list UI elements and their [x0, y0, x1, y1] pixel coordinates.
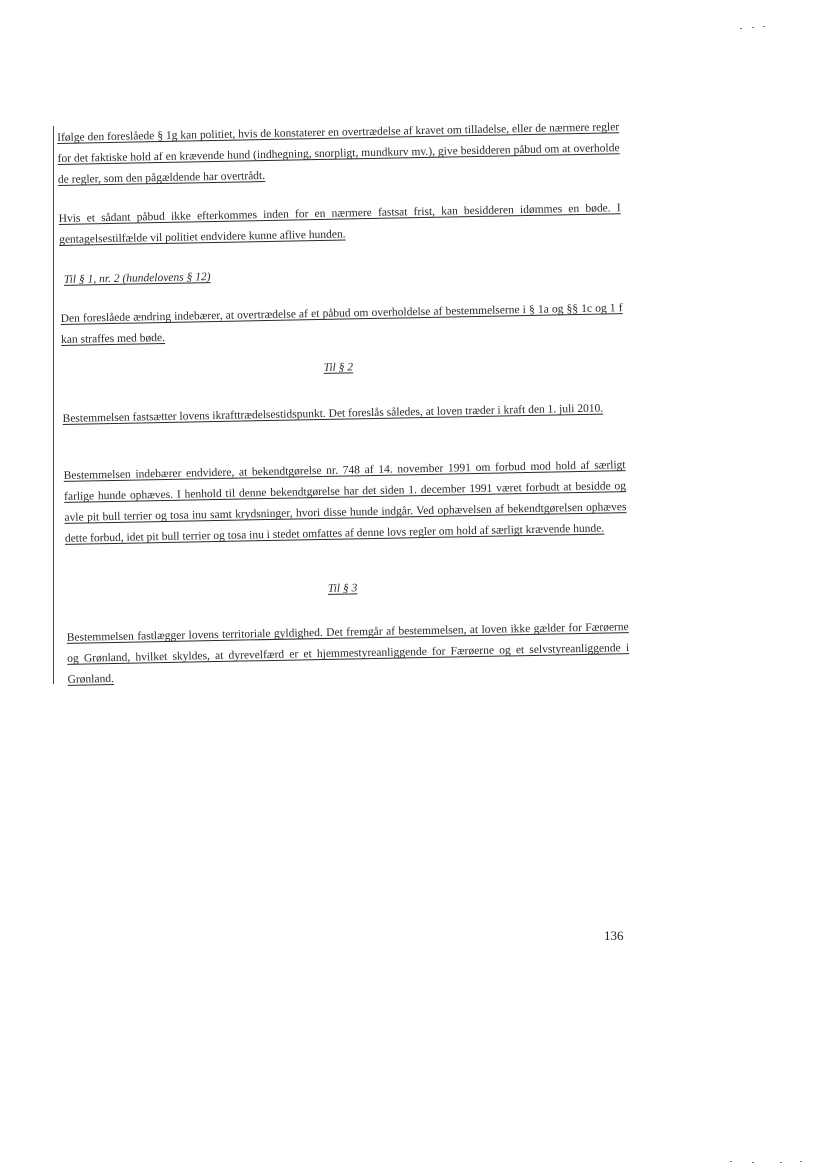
text-block	[57, 117, 630, 686]
scan-speck	[752, 1162, 754, 1163]
page-number: 136	[604, 928, 624, 943]
paragraph-amendment: Den foreslåede ændring indebærer, at overtrædelse af et påbud om overholdelse af bestemmelserne i § 1a og §§ 1c og 1 f kan straffes med bøde.	[60, 302, 623, 346]
paragraph-entry-into-force: Bestemmelsen fastsætter lovens ikrafttrædelsestidspunkt. Det foreslås således, at loven træder i kraft den 1. juli 2010.	[62, 402, 604, 425]
paragraph-fine: Hvis et sådant påbud ikke efterkommes inden for en nærmere fastsat frist, kan besidderen idømmes en bøde. I gentagelsestilfælde vil politiet endvidere kunne aflive hunden.	[58, 202, 621, 246]
scan-speck	[740, 28, 742, 29]
heading-til-1-nr-2: Til § 1, nr. 2 (hundelovens § 12)	[63, 271, 211, 286]
scan-speck	[800, 1161, 802, 1162]
scan-speck	[730, 1161, 732, 1162]
heading-til-2: Til § 2	[323, 361, 354, 374]
heading-til-3: Til § 3	[327, 582, 358, 595]
paragraph-territorial: Bestemmelsen fastlægger lovens territoriale gyldighed. Det fremgår af bestemmelsen, at loven ikke gælder for Færøerne og Grønland, hvilket skyldes, at dyrevelfærd er et hjemmestyreanliggende for Færøerne og et selvstyreanliggende i Grønland.	[66, 621, 630, 686]
scan-speck	[763, 26, 765, 27]
revision-margin-bar	[53, 126, 54, 684]
paragraph-repeal: Bestemmelsen indebærer endvidere, at bekendtgørelse nr. 748 af 14. november 1991 om forbud mod hold af særligt farlige hunde ophæves. I henhold til denne bekendtgørelse har det siden 1. december 1991 været forbudt at besidde og avle pit bull terrier og tosa inu samt krydsninger, hvori disse hunde indgår. Ved ophævelsen af bekendtgørelsen ophæves dette forbud, idet pit bull terrier og tosa inu i stedet omfattes af denne lovs regler om hold af særligt krævende hunde.	[63, 459, 627, 545]
paragraph-police-orders: Ifølge den foreslåede § 1g kan politiet, hvis de konstaterer en overtrædelse af kravet om tilladelse, eller de nærmere regler for det faktiske hold af en krævende hund (indhegning, snorpligt, mundkurv mv.), give besidderen påbud om at overholde de regler, som den pågældende har overtrådt.	[57, 121, 620, 186]
scan-speck	[752, 27, 754, 28]
scan-speck	[780, 1162, 782, 1163]
